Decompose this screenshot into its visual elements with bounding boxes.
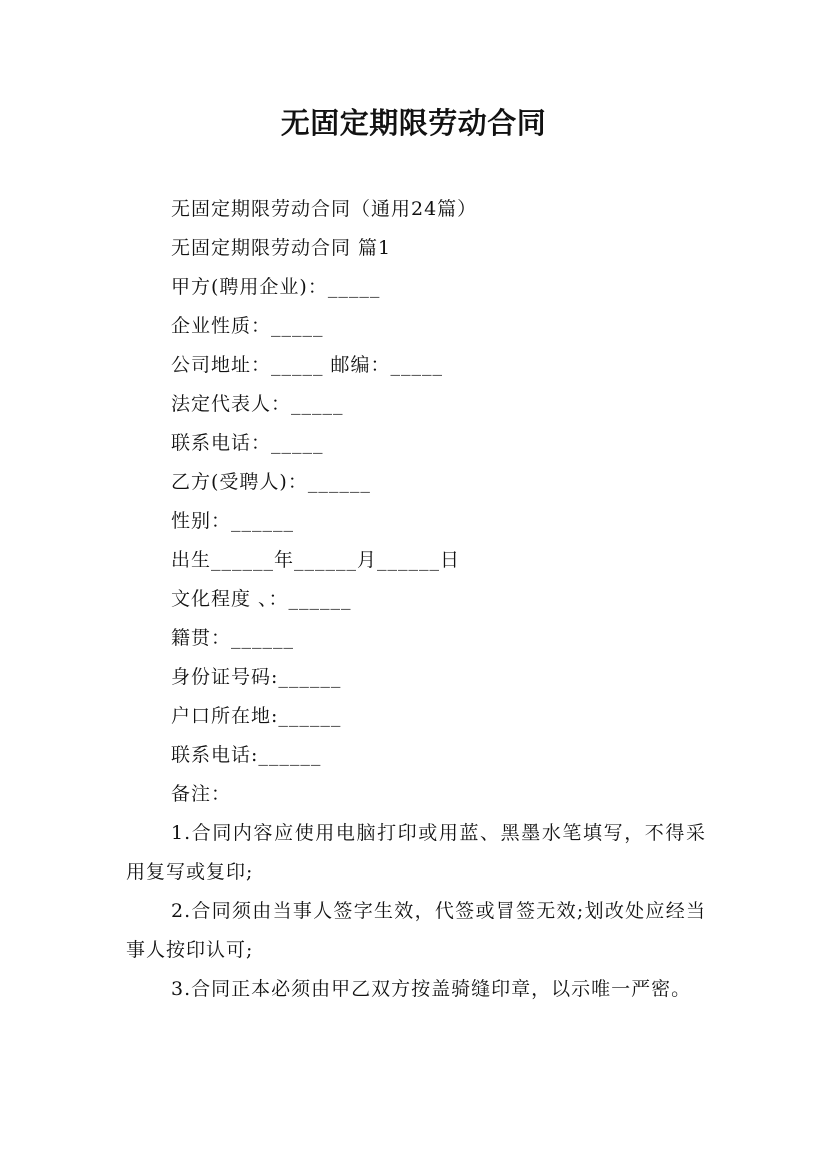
household-register-field: 户口所在地:______ bbox=[171, 705, 342, 727]
company-address-field: 公司地址：_____ 邮编：_____ bbox=[171, 354, 444, 376]
remarks-label: 备注： bbox=[171, 783, 232, 805]
document-body bbox=[126, 190, 706, 1009]
gender-field: 性别：______ bbox=[171, 510, 295, 532]
legal-representative-field: 法定代表人：_____ bbox=[171, 393, 344, 415]
party-a-field: 甲方(聘用企业)：_____ bbox=[171, 276, 381, 298]
education-field: 文化程度 、：______ bbox=[171, 588, 352, 610]
document-title: 无固定期限劳动合同 bbox=[280, 106, 547, 140]
native-place-field: 籍贯：______ bbox=[171, 627, 295, 649]
party-b-field: 乙方(受聘人)：______ bbox=[171, 471, 371, 493]
birth-date-field: 出生______年______月______日 bbox=[171, 549, 461, 571]
subtitle-line: 无固定期限劳动合同（通用24篇） bbox=[171, 198, 478, 220]
note-paragraph-2: 2.合同须由当事人签字生效，代签或冒签无效;划改处应经当事人按印认可; bbox=[126, 900, 706, 961]
id-number-field: 身份证号码:______ bbox=[171, 666, 342, 688]
party-a-phone-field: 联系电话：_____ bbox=[171, 432, 324, 454]
company-type-field: 企业性质：_____ bbox=[171, 315, 324, 337]
note-paragraph-3: 3.合同正本必须由甲乙双方按盖骑缝印章，以示唯一严密。 bbox=[171, 978, 692, 1000]
party-b-phone-field: 联系电话:______ bbox=[171, 744, 322, 766]
section-heading: 无固定期限劳动合同 篇1 bbox=[171, 237, 392, 259]
note-paragraph-1: 1.合同内容应使用电脑打印或用蓝、黑墨水笔填写，不得采用复写或复印; bbox=[126, 822, 706, 883]
